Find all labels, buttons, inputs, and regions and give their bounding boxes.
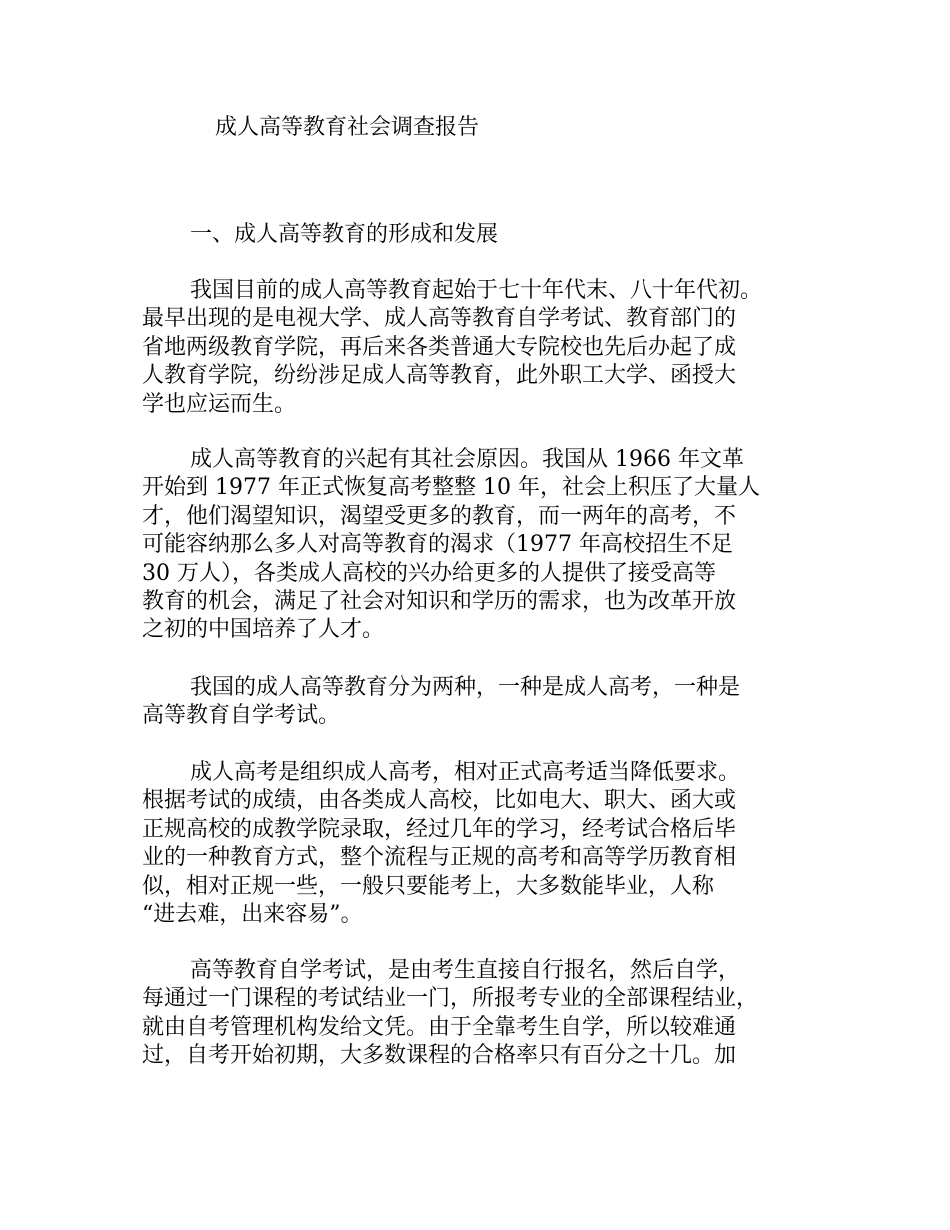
paragraph-social-causes	[142, 446, 842, 645]
paragraph-line: 高等教育自学考试。	[142, 703, 341, 729]
document-title: 成人高等教育社会调查报告	[215, 115, 480, 140]
paragraph-line: 我国目前的成人高等教育起始于七十年代末、八十年代初。	[190, 278, 763, 303]
paragraph-line: 省地两级教育学院，再后来各类普通大专院校也先后办起了成	[142, 334, 737, 360]
paragraph-line: 教育的机会，满足了社会对知识和学历的需求，也为改革开放	[142, 589, 737, 615]
paragraph-line: 似，相对正规一些，一般只要能考上，大多数能毕业，人称	[142, 873, 715, 899]
paragraph-two-types	[142, 674, 842, 731]
paragraph-line: 正规高校的成教学院录取，经过几年的学习，经考试合格后毕	[142, 816, 737, 842]
paragraph-line: 根据考试的成绩，由各类成人高校，比如电大、职大、函大或	[142, 788, 737, 814]
paragraph-self-study-exam	[142, 957, 842, 1071]
paragraph-line: 业的一种教育方式，整个流程与正规的高考和高等学历教育相	[142, 845, 737, 871]
paragraph-line: 人教育学院，纷纷涉足成人高等教育，此外职工大学、函授大	[142, 363, 737, 389]
paragraph-line: 过，自考开始初期，大多数课程的合格率只有百分之十几。加	[142, 1043, 737, 1069]
paragraph-line: 就由自考管理机构发给文凭。由于全靠考生自学，所以较难通	[142, 1014, 737, 1040]
paragraph-line: 高等教育自学考试，是由考生直接自行报名，然后自学，	[190, 958, 741, 983]
section-heading: 一、成人高等教育的形成和发展	[190, 222, 499, 247]
paragraph-line: 成人高等教育的兴起有其社会原因。我国从 1966 年文革	[190, 447, 744, 472]
paragraph-line: 成人高考是组织成人高考，相对正式高考适当降低要求。	[190, 760, 741, 785]
paragraph-line: 开始到 1977 年正式恢复高考整整 10 年，社会上积压了大量人	[142, 475, 760, 501]
paragraph-line: 可能容纳那么多人对高等教育的渴求（1977 年高校招生不足	[142, 532, 733, 558]
paragraph-origins	[142, 277, 842, 419]
paragraph-line: 之初的中国培养了人才。	[142, 617, 385, 643]
paragraph-line: 每通过一门课程的考试结业一门，所报考专业的全部课程结业，	[142, 986, 759, 1012]
paragraph-line: 30 万人），各类成人高校的兴办给更多的人提供了接受高等	[142, 560, 716, 586]
paragraph-line: 我国的成人高等教育分为两种，一种是成人高考，一种是	[190, 675, 741, 700]
paragraph-line: “进去难，出来容易”。	[142, 902, 363, 928]
paragraph-line: 最早出现的是电视大学、成人高等教育自学考试、教育部门的	[142, 306, 737, 332]
paragraph-adult-exam	[142, 759, 842, 929]
paragraph-line: 学也应运而生。	[142, 391, 297, 417]
paragraph-line: 才，他们渴望知识，渴望受更多的教育，而一两年的高考，不	[142, 503, 737, 529]
